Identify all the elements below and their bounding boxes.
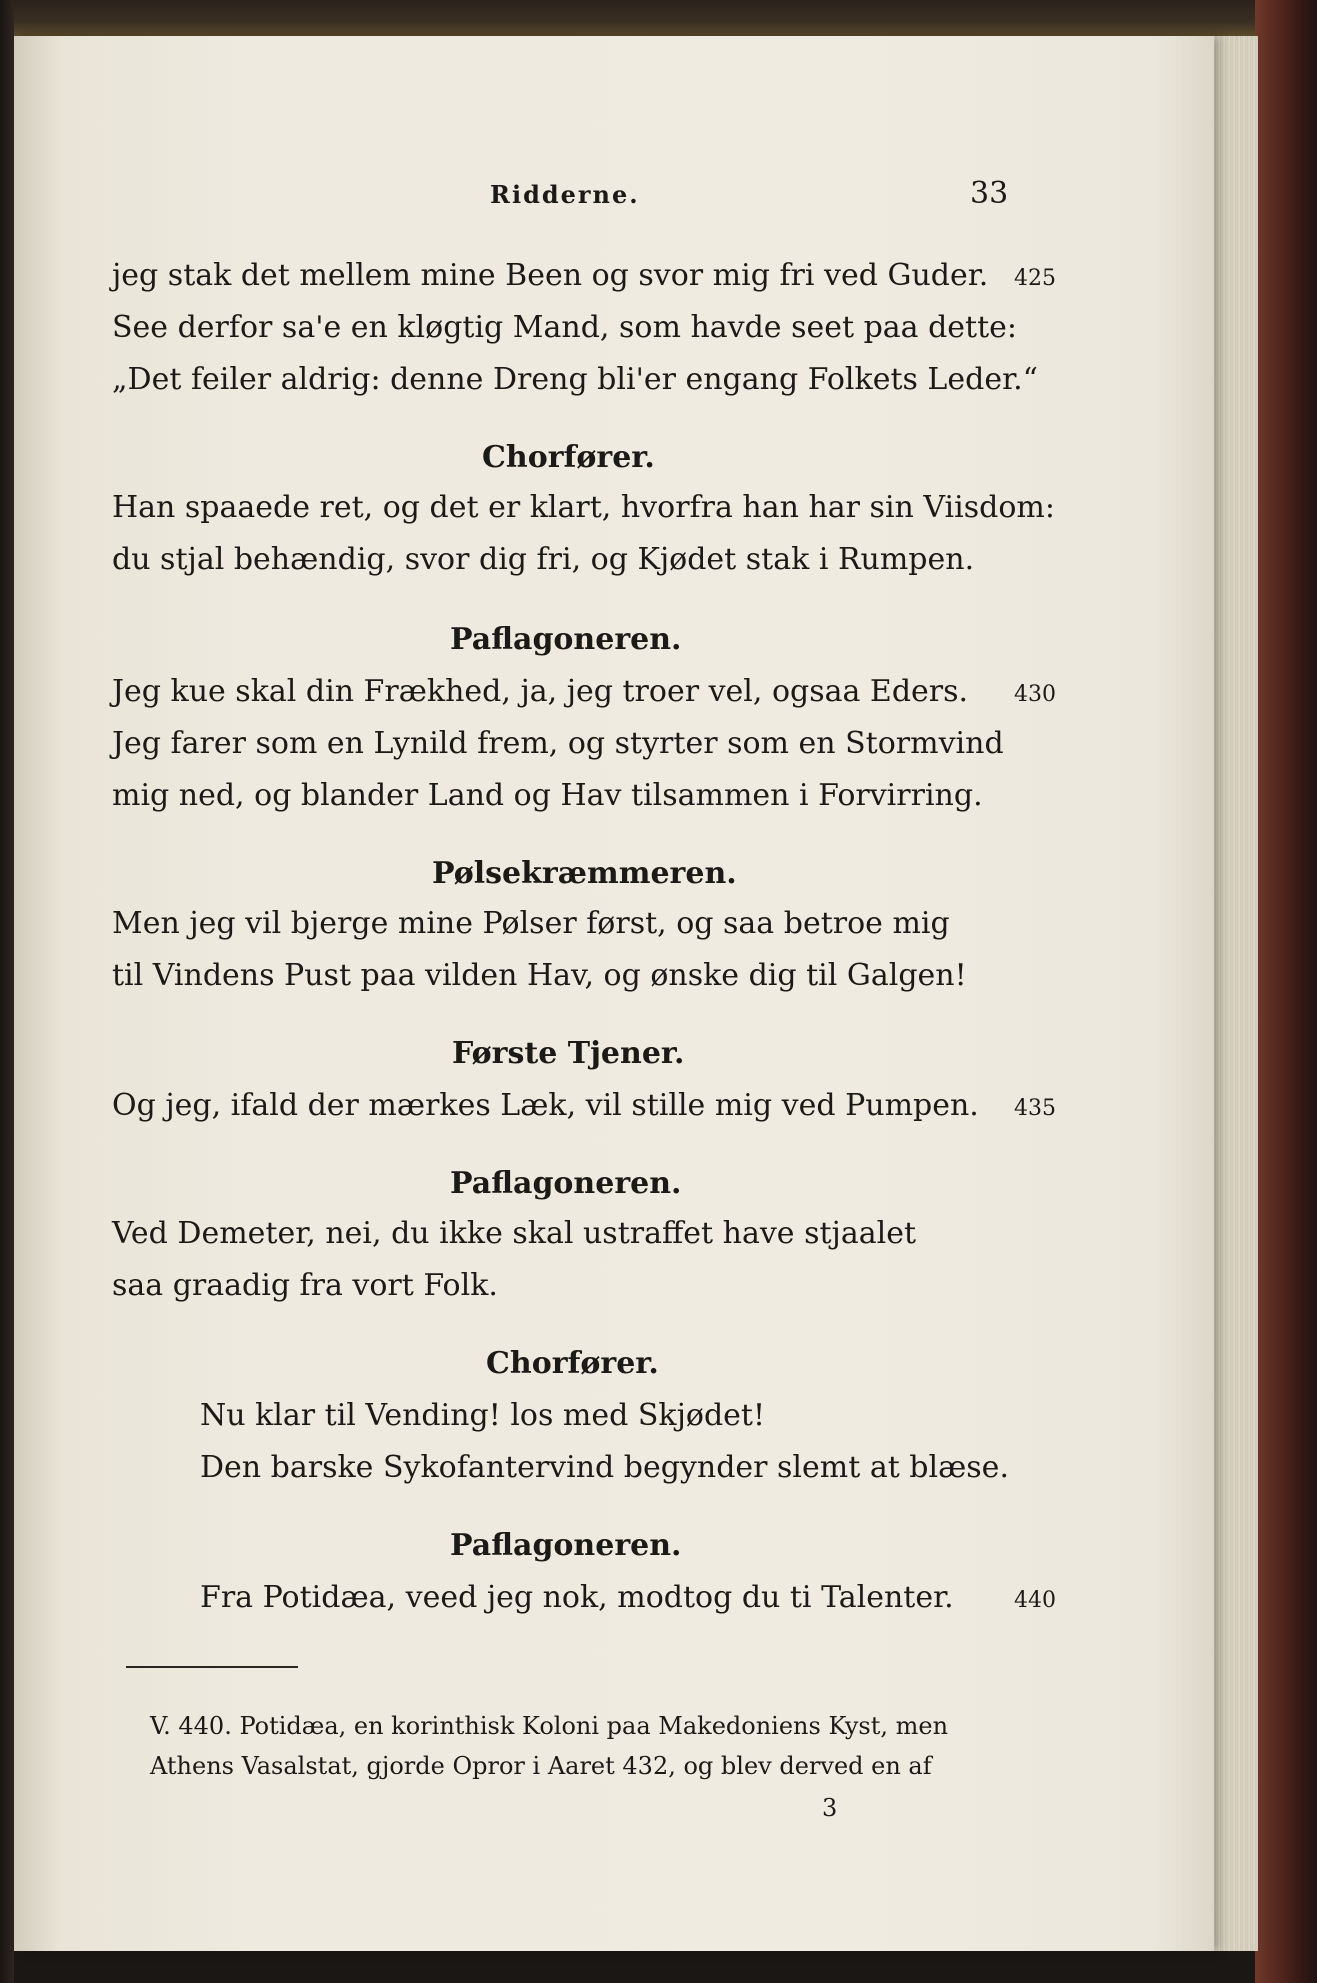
verse-line: Han spaaede ret, og det er klart, hvorfra han har sin Viisdom: xyxy=(112,490,1055,525)
book-spine-left xyxy=(0,0,14,1983)
verse-line: See derfor sa'e en kløgtig Mand, som havde seet paa dette: xyxy=(112,310,1018,345)
speaker-heading: Paflagoneren. xyxy=(450,622,682,657)
verse-line: jeg stak det mellem mine Been og svor mig fri ved Guder. xyxy=(112,258,989,293)
verse-line: Jeg kue skal din Frækhed, ja, jeg troer vel, ogsaa Eders. xyxy=(112,674,969,709)
verse-line: mig ned, og blander Land og Hav tilsammen i Forvirring. xyxy=(112,778,983,813)
line-number: 440 xyxy=(1014,1588,1056,1613)
book-cover-top xyxy=(0,0,1317,36)
verse-line: til Vindens Pust paa vilden Hav, og ønske dig til Galgen! xyxy=(112,958,967,993)
speaker-heading: Chorfører. xyxy=(486,1346,659,1381)
speaker-heading: Første Tjener. xyxy=(452,1036,685,1071)
line-number: 435 xyxy=(1014,1096,1056,1121)
verse-line: saa graadig fra vort Folk. xyxy=(112,1268,498,1303)
speaker-heading: Pølsekræmmeren. xyxy=(432,856,737,891)
verse-line: Ved Demeter, nei, du ikke skal ustraffet have stjaalet xyxy=(112,1216,917,1251)
verse-line: du stjal behændig, svor dig fri, og Kjødet stak i Rumpen. xyxy=(112,542,975,577)
line-number: 425 xyxy=(1014,266,1056,291)
verse-line: Jeg farer som en Lynild frem, og styrter som en Stormvind xyxy=(112,726,1004,761)
line-number: 430 xyxy=(1014,682,1056,707)
signature-mark: 3 xyxy=(822,1794,838,1822)
verse-line: Fra Potidæa, veed jeg nok, modtog du ti Talenter. xyxy=(200,1580,954,1615)
verse-line: „Det feiler aldrig: denne Dreng bli'er engang Folkets Leder.“ xyxy=(112,362,1038,397)
footnote-line: Athens Vasalstat, gjorde Opror i Aaret 432, og blev derved en af xyxy=(150,1752,932,1780)
speaker-heading: Paflagoneren. xyxy=(450,1166,682,1201)
speaker-heading: Chorfører. xyxy=(482,440,655,475)
verse-line: Den barske Sykofantervind begynder slemt at blæse. xyxy=(200,1450,1009,1485)
verse-line: Men jeg vil bjerge mine Pølser først, og saa betroe mig xyxy=(112,906,950,941)
speaker-heading: Paflagoneren. xyxy=(450,1528,682,1563)
running-header: Ridderne. xyxy=(490,180,640,209)
footnote-line: V. 440. Potidæa, en korinthisk Koloni paa Makedoniens Kyst, men xyxy=(150,1712,949,1740)
book-cover-right xyxy=(1255,0,1317,1983)
footnote-rule xyxy=(126,1666,298,1668)
page-number: 33 xyxy=(970,176,1009,211)
verse-line: Og jeg, ifald der mærkes Læk, vil stille mig ved Pumpen. xyxy=(112,1088,979,1123)
verse-line: Nu klar til Vending! los med Skjødet! xyxy=(200,1398,766,1433)
